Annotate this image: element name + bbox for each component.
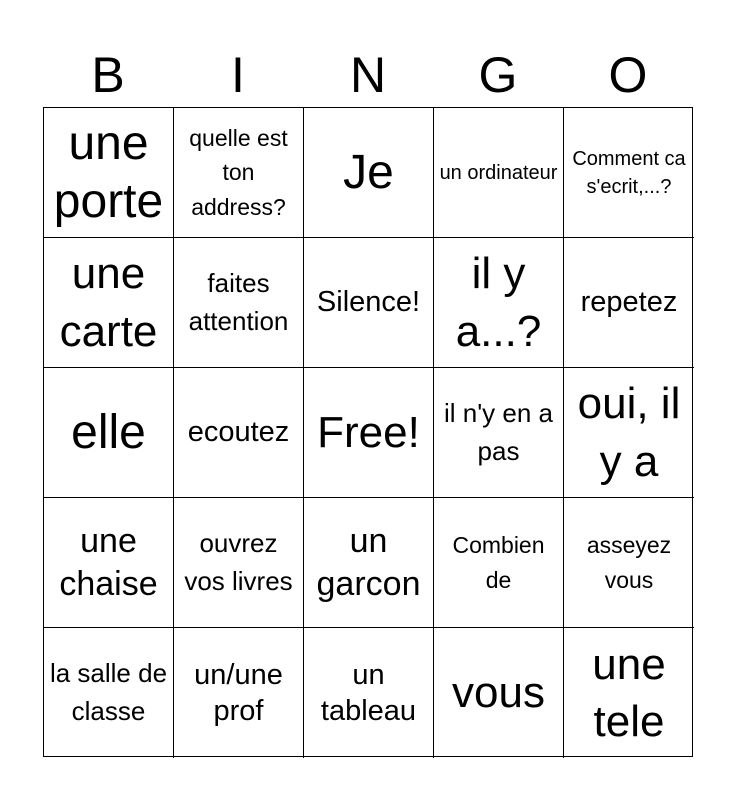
cell-text: ouvrez vos livres	[184, 527, 293, 596]
header-letter-n: N	[349, 47, 387, 103]
cell-text: faites attention	[188, 267, 289, 336]
cell-text: vous	[452, 668, 545, 718]
bingo-cell[interactable]	[304, 238, 434, 368]
cell-text: asseyez vous	[586, 532, 672, 593]
cell-text: repetez	[580, 286, 678, 319]
cell-text: une porte	[53, 116, 164, 228]
header-letter-b: B	[91, 47, 125, 103]
cell-text: Silence!	[316, 286, 421, 319]
bingo-cell[interactable]	[44, 498, 174, 628]
cell-text: Comment ca s'ecrit,...?	[572, 147, 686, 198]
cell-text: Combien de	[452, 532, 545, 593]
bingo-cell[interactable]	[564, 628, 694, 758]
cell-text: un tableau	[320, 658, 417, 727]
header-letter-i: I	[231, 47, 245, 103]
cell-text: ecoutez	[187, 416, 290, 449]
cell-text: oui, il y a	[577, 379, 681, 486]
bingo-cell[interactable]	[174, 498, 304, 628]
bingo-cell[interactable]	[44, 628, 174, 758]
cell-text: une carte	[59, 249, 158, 356]
bingo-cell[interactable]	[44, 368, 174, 498]
bingo-cell[interactable]	[564, 108, 694, 238]
bingo-board	[43, 107, 693, 757]
free-space-text: Free!	[317, 407, 420, 457]
bingo-cell[interactable]	[304, 108, 434, 238]
bingo-cell[interactable]	[434, 628, 564, 758]
header-letter-o: O	[608, 47, 648, 103]
cell-text: un ordinateur	[439, 161, 558, 184]
bingo-cell[interactable]	[304, 498, 434, 628]
cell-text: il n'y en a pas	[443, 397, 554, 466]
free-space-cell[interactable]	[304, 368, 434, 498]
cell-text: il y a...?	[455, 249, 542, 356]
cell-text: un/une prof	[194, 658, 283, 727]
bingo-cell[interactable]	[174, 368, 304, 498]
bingo-cell[interactable]	[564, 238, 694, 368]
bingo-cell[interactable]	[434, 498, 564, 628]
cell-text: la salle de classe	[49, 658, 168, 726]
bingo-cell[interactable]	[44, 108, 174, 238]
bingo-cell[interactable]	[434, 238, 564, 368]
cell-text: une chaise	[59, 522, 158, 603]
bingo-cell[interactable]	[304, 628, 434, 758]
bingo-cell[interactable]	[434, 108, 564, 238]
bingo-cell[interactable]	[564, 498, 694, 628]
bingo-cell[interactable]	[174, 238, 304, 368]
bingo-cell[interactable]	[44, 238, 174, 368]
cell-text: Je	[343, 145, 394, 199]
header-letter-g: G	[478, 47, 518, 103]
cell-text: une tele	[592, 639, 666, 746]
bingo-cell[interactable]	[434, 368, 564, 498]
cell-text: quelle est ton address?	[189, 124, 288, 220]
bingo-cell[interactable]	[174, 108, 304, 238]
cell-text: elle	[71, 405, 146, 459]
bingo-cell[interactable]	[174, 628, 304, 758]
bingo-header	[43, 44, 693, 106]
bingo-cell[interactable]	[564, 368, 694, 498]
cell-text: un garcon	[316, 522, 421, 603]
